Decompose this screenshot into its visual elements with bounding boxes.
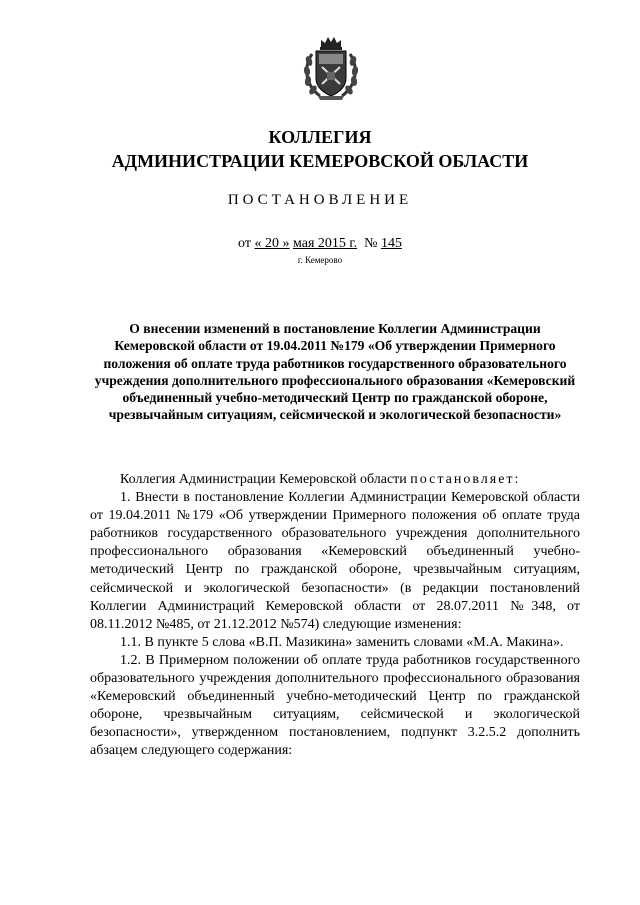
document-type: ПОСТАНОВЛЕНИЕ xyxy=(227,192,413,208)
document-title: О внесении изменений в постановление Коллегии Администрации Кемеровской области от 19.04.2011 №179 «Об утверждении Примерного положения об оплате труда работников государственного образовательного учреждения дополнительного профессионального образования «Кемеровский объединенный учебно-методический Центр по гражданской обороне, чрезвычайным ситуациям, сейсмической и экологической безопасности» xyxy=(94,321,576,423)
header-collegium: КОЛЛЕГИЯ xyxy=(268,127,372,147)
intro-verb: постановляет: xyxy=(410,472,521,487)
date-number-line xyxy=(0,236,640,252)
city: г. Кемерово xyxy=(297,255,343,265)
document-body xyxy=(90,471,580,761)
intro-text: Коллегия Администрации Кемеровской области xyxy=(120,472,407,487)
paragraph-1-2: 1.2. В Примерном положении об оплате труда работников государственного образовательного учреждения дополнительного профессионального образования «Кемеровский объединенный учебно-методический Центр по гражданской обороне, чрезвычайным ситуациям, сейсмической и экологической безопасности», утвержденном постановлением, подпункт 3.2.5.2 дополнить абзацем следующего содержания: xyxy=(90,652,580,759)
paragraph-1: 1. Внести в постановление Коллегии Администрации Кемеровской области от 19.04.2011 №179 «Об утверждении Примерного положения об оплате труда работников государственного образовательного учреждения дополнительного профессионального образования «Кемеровский объединенный учебно-методический Центр по гражданской обороне, чрезвычайным ситуациям, сейсмической и экологической безопасности» (в редакции постановлений Коллегии Администраций Кемеровской области от 28.07.2011 №348, от 08.11.2012 №485, от 21.12.2012 №574) следующие изменения: xyxy=(90,490,580,632)
date-day: « 20 » xyxy=(254,236,290,251)
intro-paragraph xyxy=(90,471,580,489)
document-number: 145 xyxy=(380,236,402,251)
paragraph-1-1: 1.1. В пункте 5 слова «В.П. Мазикина» заменить словами «М.А. Макина». xyxy=(120,634,564,650)
number-sign: № xyxy=(364,236,378,251)
date-month-year: мая 2015 г. xyxy=(292,236,358,251)
date-prefix: от xyxy=(238,236,251,251)
header-administration: АДМИНИСТРАЦИИ КЕМЕРОВСКОЙ ОБЛАСТИ xyxy=(111,151,529,171)
kemerovo-coat-of-arms-icon xyxy=(300,34,362,104)
